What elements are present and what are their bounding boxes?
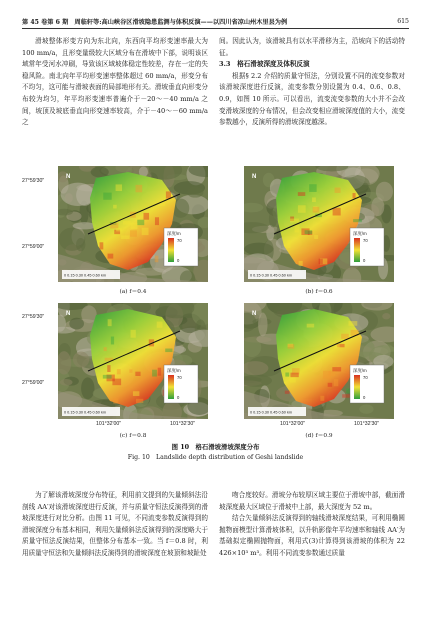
map-panel-d [244,303,394,419]
paragraph: 滑坡整体形变方向为东北向，东西向平均形变速率最大为 100 mm/a，且形变量级较大区域分布在滑坡中下部，说明该区域常年受河水冲刷，导致该区域坡体稳定性较差，存在一定的失稳风险。南北向年平均形变速率整体超过 60 mm/a，形变分布不均匀，这可能与滑坡表面的局部地形有关。滑坡垂直向形变分布较为均匀，年平均形变速率普遍介于－20～－40 mm/a 之间，坡顶及坡底垂直向形变速率较高，介于－40～－60 mm/a 之 [22,37,208,127]
right-column-top [219,36,405,129]
panel-label: (c) f＝0.8 [119,433,147,439]
running-header [22,14,409,29]
y-tick-label: 27°59'30" [22,314,45,320]
map-panel-b [244,166,394,282]
scale-bar: 0 0.15 0.30 0.45 0.60 km [250,410,293,415]
legend-min: 0 [177,395,180,400]
north-arrow-icon: N [66,174,71,180]
scale-bar: 0 0.15 0.30 0.45 0.60 km [64,273,107,278]
paragraph: 结合矢量倾斜法反演得到的轴线滑坡深度结果，可利用椭圆抛物面模型计算滑坡体积，以升轨影像年平均速率和轴线 AA′为基础拟定椭圆抛物面，利用式(3)计算得到该滑坡的体积为 22 426×10³ m³。利用不同流变参数通过质量 [219,514,405,557]
y-tick-label: 27°59'00" [22,244,45,250]
y-tick-label: 27°59'00" [22,380,45,386]
map-panel-a [58,166,208,282]
paragraph: 吻合度较好。滑坡分布较厚区域主要位于滑坡中部，截面滑坡深度最大区域位于滑坡中上部，最大深度为 52 m。 [219,491,405,511]
panel-label: (b) f＝0.6 [305,289,333,295]
north-arrow-icon: N [252,311,257,317]
legend-min: 0 [177,258,180,263]
depth-map [58,166,208,282]
north-arrow-icon: N [66,311,71,317]
y-tick-label: 27°59'30" [22,178,45,184]
x-tick-label: 101°32'30" [170,421,196,427]
legend-title: 深度/m [353,231,367,236]
paragraph: 间。因此认为，该滑坡具有以水平滑移为主，沿坡向下的活动特征。 [219,37,405,57]
left-column-top [22,36,208,129]
legend-title: 深度/m [167,368,181,373]
right-column-bottom [219,490,405,560]
depth-map [244,303,394,419]
x-tick-label: 101°32'00" [96,421,122,427]
x-tick-label: 101°32'30" [354,421,380,427]
section-heading: 3.3 格石滑坡深度及体积反演 [219,60,310,69]
journal-header: 第 45 卷第 6 期 周临轩等:高山峡谷区滑坡隐患监测与体积反演——以四川省凉山州木里县为例 [22,18,288,26]
legend-max: 70 [177,375,182,380]
paragraph: 根据§ 2.2 介绍的质量守恒法，分别设置不同的流变参数对该滑坡深度进行反演，流变参数分别设置为 0.4、0.6、0.8、0.9，如图 10 所示。可以看出，流变流变参数的大小并不会改变滑坡深度的分布情况，但会改变相应滑坡深度值的大小，流变参数越小，反演所得的滑坡深度越深。 [219,71,405,127]
scale-bar: 0 0.15 0.30 0.45 0.60 km [64,410,107,415]
depth-map [58,303,208,419]
scale-bar: 0 0.15 0.30 0.45 0.60 km [250,273,293,278]
figure-caption-cn: 图 10 格石滑坡滑坡深度分布 [171,443,260,451]
paragraph: 为了解该滑坡深度分布特征，利用前文提到的矢量倾斜法沿剖线 AA′对该滑坡深度进行反演，并与质量守恒法反演得到的滑坡深度进行对比分析。由图 11 可见，不同流变参数反演得到的滑坡深度分布基本相同，利用矢量倾斜法反演得到的深度略大于质量守恒法反演结果，但整体分布基本一致。当 f＝0.8 时，利用质量守恒法和矢量倾斜法反演得到的滑坡深度在坡顶和坡趾处 [22,491,208,557]
legend-max: 70 [363,238,368,243]
legend-title: 深度/m [353,368,367,373]
figure-10 [22,166,409,461]
figure-caption-en: Fig. 10 Landslide depth distribution of Geshi landslide [127,454,304,461]
map-panel-c [58,303,208,419]
legend-max: 70 [363,375,368,380]
north-arrow-icon: N [252,174,257,180]
x-tick-label: 101°32'00" [280,421,306,427]
legend-min: 0 [363,395,366,400]
page-number: 615 [397,17,409,25]
panel-label: (a) f＝0.4 [119,289,147,295]
legend-min: 0 [363,258,366,263]
depth-map [244,166,394,282]
legend-max: 70 [177,238,182,243]
legend-title: 深度/m [167,231,181,236]
left-column-bottom [22,490,208,560]
panel-label: (d) f＝0.9 [305,433,333,439]
